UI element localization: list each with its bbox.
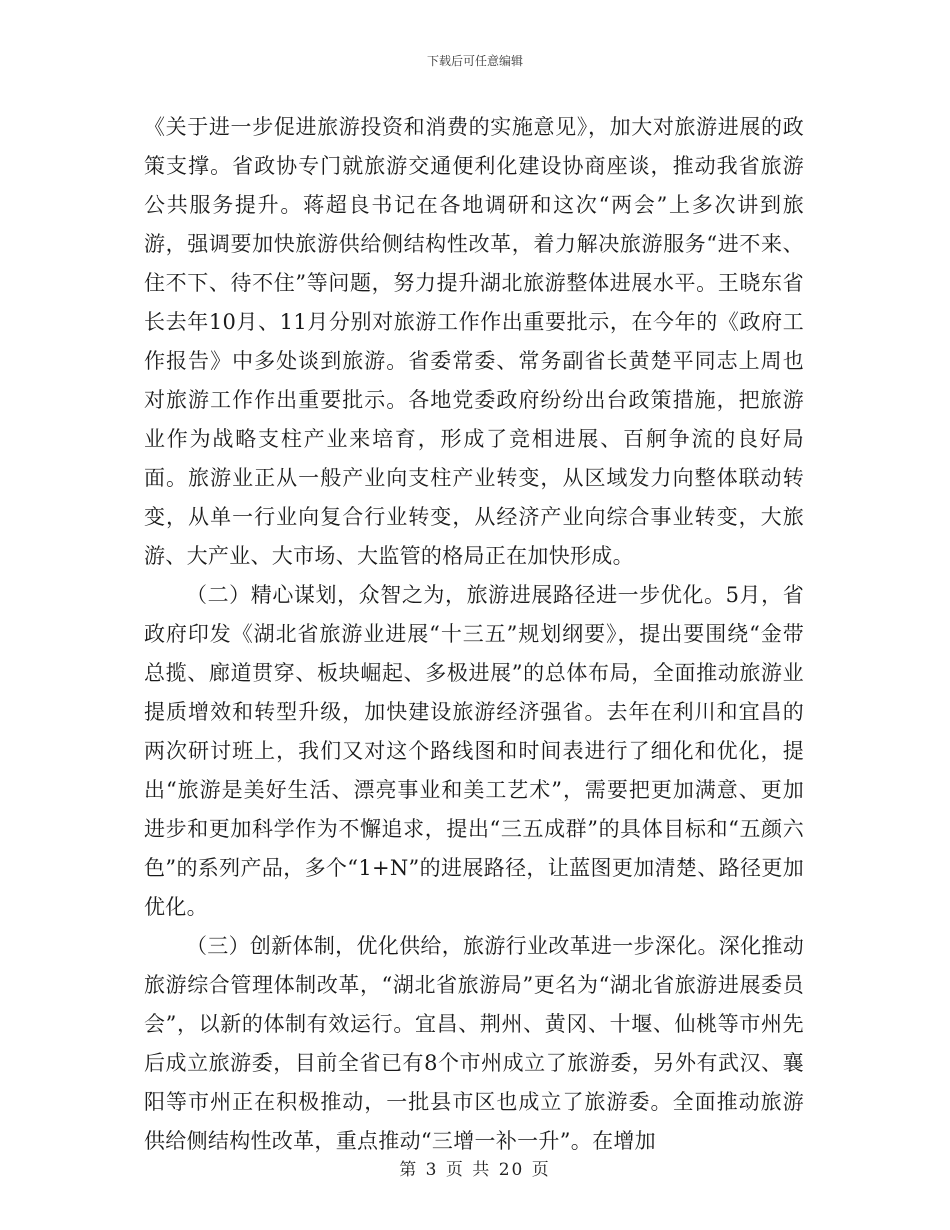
page-footer: 第 3 页 共 20 页 (399, 1160, 551, 1180)
page-header: 下载后可任意编辑 (426, 54, 523, 68)
paragraph-section-three: （三）创新体制，优化供给，旅游行业改革进一步深化。深化推动旅游综合管理体制改革，“湖北省旅游局”更名为“湖北省旅游进展委员会”，以新的体制有效运行。宜昌、荆州、黄冈、十堰、仙桃等市州先后成立旅游委，目前全省已有8个市州成立了旅游委，另外有武汉、襄阳等市州正在积极推动，一批县市区也成立了旅游委。全面推动旅游供给侧结构性改革，重点推动“三增一补一升”。在增加 (144, 934, 804, 1153)
paragraph-continuation: 《关于进一步促进旅游投资和消费的实施意见》，加大对旅游进展的政策支撑。省政协专门就旅游交通便利化建设协商座谈，推动我省旅游公共服务提升。蒋超良书记在各地调研和这次“两会”上多次讲到旅游，强调要加快旅游供给侧结构性改革，着力解决旅游服务“进不来、住不下、待不住”等问题，努力提升湖北旅游整体进展水平。王晓东省长去年10月、11月分别对旅游工作作出重要批示，在今年的《政府工作报告》中多处谈到旅游。省委常委、常务副省长黄楚平同志上周也对旅游工作作出重要批示。各地党委政府纷纷出台政策措施，把旅游业作为战略支柱产业来培育，形成了竞相进展、百舸争流的良好局面。旅游业正从一般产业向支柱产业转变，从区域发力向整体联动转变，从单一行业向复合行业转变，从经济产业向综合事业转变，大旅游、大产业、大市场、大监管的格局正在加快形成。 (144, 115, 804, 568)
document-body (144, 108, 804, 1161)
paragraph-section-two: （二）精心谋划，众智之为，旅游进展路径进一步优化。5月，省政府印发《湖北省旅游业进展“十三五”规划纲要》，提出要围绕“金带总揽、廊道贯穿、板块崛起、多极进展”的总体布局，全面推动旅游业提质增效和转型升级，加快建设旅游经济强省。去年在利川和宜昌的两次研讨班上，我们又对这个路线图和时间表进行了细化和优化，提出“旅游是美好生活、漂亮事业和美工艺术”，需要把更加满意、更加进步和更加科学作为不懈追求，提出“三五成群”的具体目标和“五颜六色”的系列产品，多个“1+N”的进展路径，让蓝图更加清楚、路径更加优化。 (144, 583, 804, 919)
